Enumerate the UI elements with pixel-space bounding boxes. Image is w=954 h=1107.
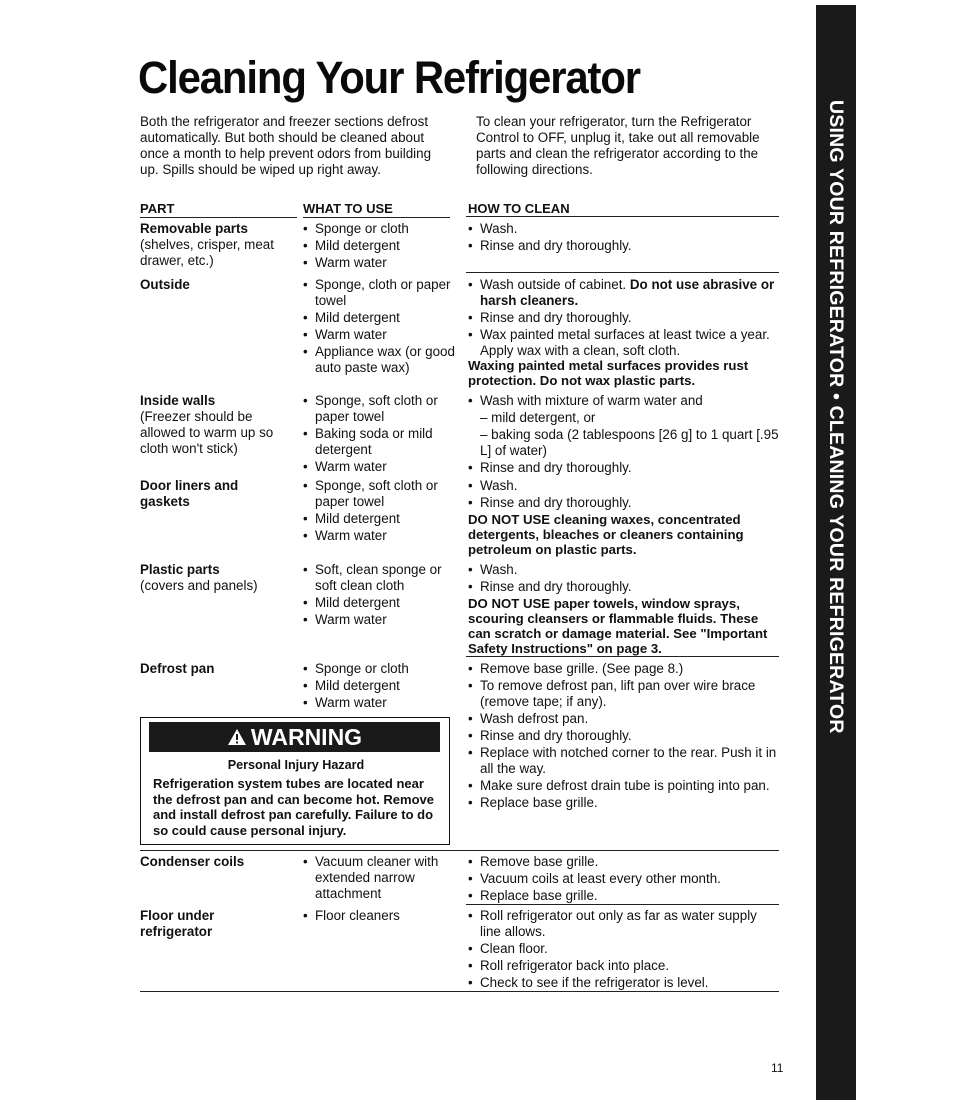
what-to-use-list [303,661,463,712]
what-to-use-list [303,393,463,476]
list-item: • To remove defrost pan, lift pan over wire brace (remove tape; if any). [468,678,780,710]
section-tab-label: USING YOUR REFRIGERATOR • CLEANING YOUR REFRIGERATOR [825,100,847,734]
list-item: • Check to see if the refrigerator is level. [468,975,780,991]
header-rule-how [466,216,779,217]
what-to-use-list [303,854,463,903]
list-item: • Sponge or cloth [303,221,463,237]
list-item: • Rinse and dry thoroughly. [468,579,780,595]
part-name: Removable parts [140,221,248,236]
how-to-clean-list [468,478,780,512]
list-item: • Baking soda or mild detergent [303,426,463,458]
list-item: • Warm water [303,327,463,343]
row-divider [140,850,779,851]
part-name: Inside walls [140,393,216,408]
caution-note: DO NOT USE paper towels, window sprays, scouring cleansers or flammable fluids. These can scratch or damage material. See "Important Safety Instructions" on page 3. [468,596,768,656]
list-subitem: – mild detergent, or [480,410,596,425]
list-item: • Make sure defrost drain tube is pointing into pan. [468,778,780,794]
page-number: 11 [771,1061,784,1075]
header-what-to-use: WHAT TO USE [303,201,393,216]
part-description: (covers and panels) [140,578,258,593]
warning-heading: WARNING [250,724,363,750]
what-to-use-list [303,908,463,925]
header-rule-part [140,217,297,218]
how-to-clean-list [468,393,780,477]
list-item: • Wax painted metal surfaces at least twice a year. Apply wax with a clean, soft cloth. [468,327,780,359]
list-item: • Roll refrigerator back into place. [468,958,780,974]
list-item: • Sponge, soft cloth or paper towel [303,393,463,425]
list-item: • Appliance wax (or good auto paste wax) [303,344,463,376]
warning-body: Refrigeration system tubes are located near the defrost pan and can become hot. Remove and install defrost pan carefully. Failure to do so could cause personal injury. [153,776,434,838]
warning-triangle-icon [227,728,247,746]
what-to-use-list [303,277,463,377]
list-item: • Vacuum coils at least every other month. [468,871,780,887]
list-item: • Wash defrost pan. [468,711,780,727]
what-to-use-list [303,562,463,629]
list-item: • Replace with notched corner to the rear. Push it in all the way. [468,745,780,777]
item-text: Wash outside of cabinet. [480,277,627,292]
list-item: • Rinse and dry thoroughly. [468,238,780,254]
list-item: • Warm water [303,255,463,271]
list-item: • Replace base grille. [468,888,780,904]
list-item: • Wash. [468,221,780,237]
list-item: • Warm water [303,528,463,544]
how-to-clean-list [468,908,780,992]
list-item: • Sponge, soft cloth or paper towel [303,478,463,510]
list-item: • Mild detergent [303,511,463,527]
list-item: • Wash with mixture of warm water and [468,393,780,409]
list-item [468,277,780,309]
list-item: • Roll refrigerator out only as far as water supply line allows. [468,908,780,940]
header-part: PART [140,201,175,216]
list-item: • Replace base grille. [468,795,780,811]
warning-header [149,722,440,752]
how-to-clean-list [468,277,780,360]
warning-subheading: Personal Injury Hazard [227,758,365,772]
part-description: (Freezer should be allowed to warm up so cloth won't stick) [140,409,274,456]
intro-left: Both the refrigerator and freezer sections defrost automatically. But both should be cleaned about once a month to help prevent odors from building up. Spills should be wiped up right away. [140,114,432,177]
list-item: • Rinse and dry thoroughly. [468,728,780,744]
part-name: Plastic parts [140,562,220,577]
part-name: Defrost pan [140,661,215,676]
table-bottom-rule [140,991,779,992]
what-to-use-list [303,221,463,272]
list-item: • Remove base grille. [468,854,780,870]
warning-box [140,717,450,845]
list-item: • Sponge, cloth or paper towel [303,277,463,309]
list-item: • Sponge or cloth [303,661,463,677]
how-to-clean-list [468,854,780,905]
intro-right: To clean your refrigerator, turn the Refrigerator Control to OFF, unplug it, take out all removable parts and clean the refrigerator according to the following directions. [476,114,760,177]
list-item: • Mild detergent [303,310,463,326]
row-divider [466,272,779,273]
part-name: Outside [140,277,190,292]
header-rule-use [303,217,450,218]
list-item: • Wash. [468,562,780,578]
list-item: • Remove base grille. (See page 8.) [468,661,780,677]
list-item: • Mild detergent [303,678,463,694]
part-description: (shelves, crisper, meat drawer, etc.) [140,237,274,268]
how-to-clean-list [468,661,780,812]
list-item: • Rinse and dry thoroughly. [468,310,780,326]
list-item: • Floor cleaners [303,908,463,924]
list-item: • Warm water [303,459,463,475]
page-title: Cleaning Your Refrigerator [138,52,640,103]
how-to-clean-list [468,221,780,255]
caution-note: Waxing painted metal surfaces provides rust protection. Do not wax plastic parts. [468,358,749,388]
list-item: • Warm water [303,695,463,711]
row-divider [466,656,779,657]
list-item: • Rinse and dry thoroughly. [468,495,780,511]
list-item: • Warm water [303,612,463,628]
caution-note: DO NOT USE cleaning waxes, concentrated detergents, bleaches or cleaners containing petroleum on plastic parts. [468,512,744,557]
item-emphasis: Do not use abrasive or harsh cleaners. [480,277,775,308]
header-how-to-clean: HOW TO CLEAN [468,201,570,216]
part-name: Floor under refrigerator [140,908,215,939]
list-subitem: – baking soda (2 tablespoons [26 g] to 1 quart [.95 L] of water) [480,427,779,458]
part-name: Door liners and gaskets [140,478,239,509]
list-item: • Mild detergent [303,595,463,611]
how-to-clean-list [468,562,780,596]
row-divider [466,904,779,905]
part-name: Condenser coils [140,854,245,869]
list-item: • Soft, clean sponge or soft clean cloth [303,562,463,594]
list-item: • Clean floor. [468,941,780,957]
what-to-use-list [303,478,463,545]
list-item: • Vacuum cleaner with extended narrow attachment [303,854,463,902]
list-item: • Mild detergent [303,238,463,254]
list-item: • Rinse and dry thoroughly. [468,460,780,476]
list-item: • Wash. [468,478,780,494]
